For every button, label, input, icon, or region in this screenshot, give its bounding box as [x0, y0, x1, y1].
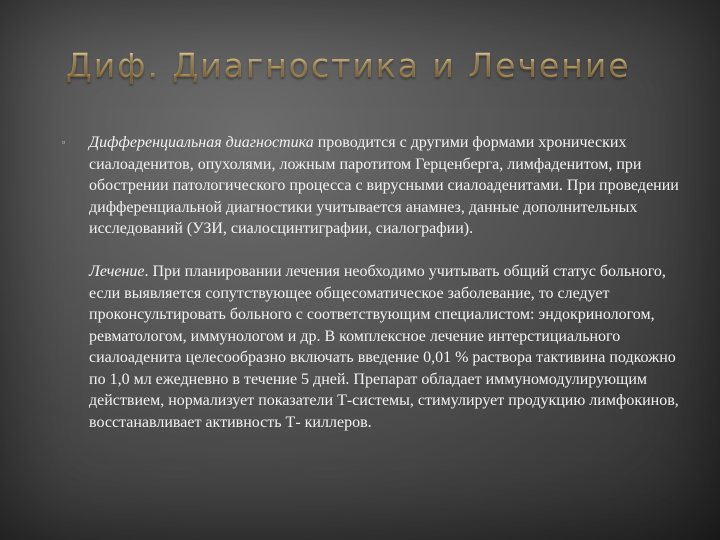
- bullet-body: [89, 132, 687, 433]
- treatment-lead: Лечение: [89, 263, 145, 280]
- diagnosis-paragraph: [89, 132, 687, 240]
- bullet-square-icon: ▫: [62, 137, 66, 147]
- paragraph-gap: [89, 240, 687, 262]
- treatment-text: . При планировании лечения необходимо учитывать общий статус больного, если выявляется сопутствующее общесоматическое заболевание, то следует проконсультировать больного с соответствующим специалистом: эндокринологом, ревматологом, иммунологом и др. В комплексное лечение интерстициального сиалоаденита целесообразно включать введение 0,01 % раствора тактивина подкожно по 1,0 мл ежедневно в течение 5 дней. Препарат обладает иммуномодулирующим действием, нормализует показатели Т-системы, стимулирует продукцию лимфокинов, восстанавливает активность Т- киллеров.: [89, 263, 679, 431]
- diagnosis-text: проводится с другими формами хронических сиалоаденитов, опухолями, ложным паротитом Герценберга, лимфаденитом, при обострении патологического процесса с вирусными сиалоаденитами. При проведении дифференциальной диагностики учитывается анамнез, данные дополнительных исследований (УЗИ, сиалосцинтиграфии, сиалографии).: [89, 134, 679, 237]
- bullet-item: [62, 132, 687, 433]
- slide-content: [62, 132, 687, 433]
- slide-title: Диф. Диагностика и Лечение: [66, 46, 686, 85]
- treatment-paragraph: [89, 261, 687, 433]
- diagnosis-lead: Дифференциальная диагностика: [89, 134, 314, 151]
